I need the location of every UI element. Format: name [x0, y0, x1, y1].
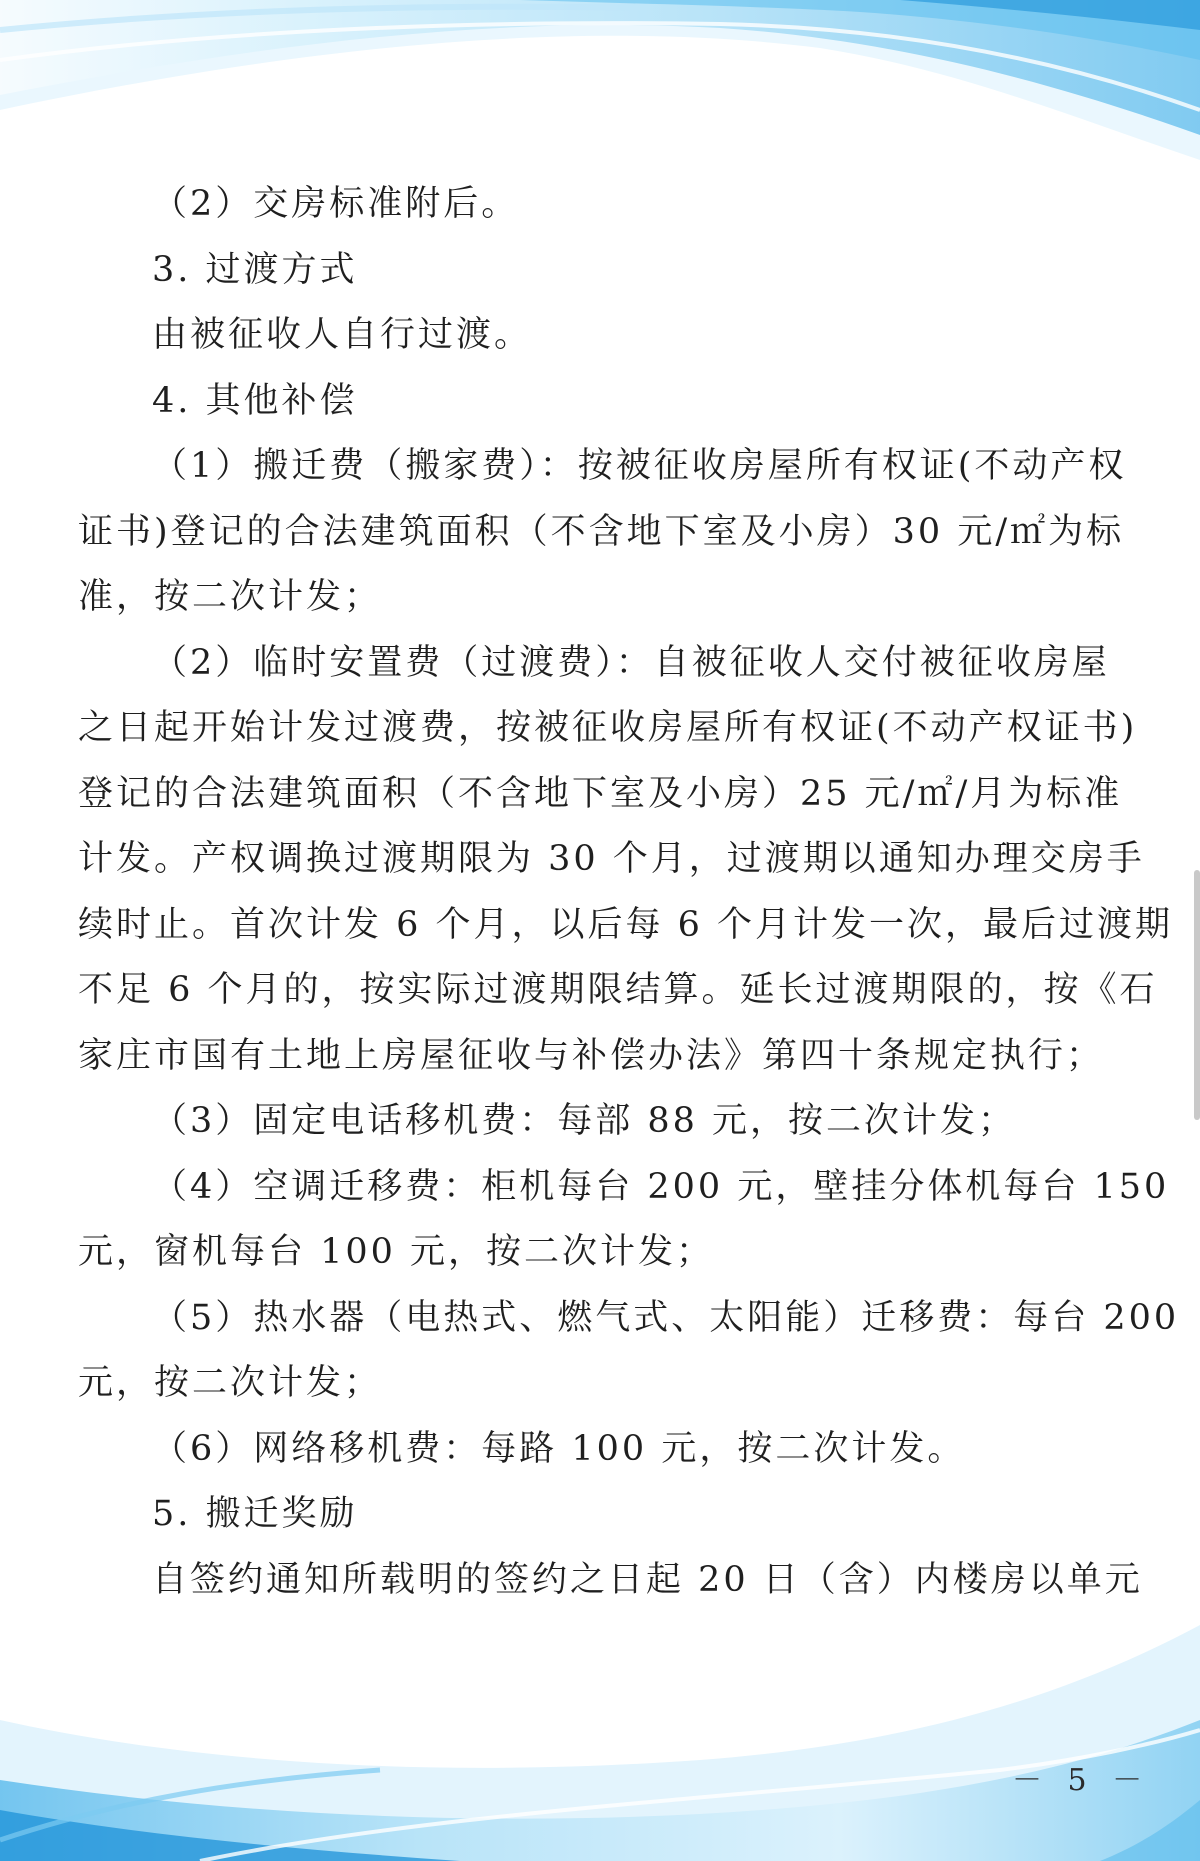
section-item-delivery-standard: （2）交房标准附后。	[152, 184, 520, 224]
bottom-wave-band	[0, 1625, 1200, 1861]
heading-transition-method: 3. 过渡方式	[152, 249, 358, 290]
paragraph-line: 家庄市国有土地上房屋征收与补偿办法》第四十条规定执行；	[78, 1035, 1105, 1076]
paragraph-line: 之日起开始计发过渡费，按被征收房屋所有权证(不动产权证书)	[78, 708, 1138, 748]
page-number: － 5 －	[1012, 1763, 1151, 1798]
top-wave-band	[0, 0, 1200, 160]
scrollbar-thumb[interactable]	[1194, 870, 1200, 1120]
paragraph-line: 元，按二次计发；	[78, 1363, 383, 1403]
heading-relocation-reward: 5. 搬迁奖励	[152, 1494, 358, 1534]
paragraph-transition: 由被征收人自行过渡。	[152, 315, 533, 355]
paragraph-line: （6）网络移机费：每路 100 元，按二次计发。	[152, 1428, 966, 1469]
paragraph-line: 自签约通知所载明的签约之日起 20 日（含）内楼房以单元	[152, 1559, 1143, 1600]
paragraph-line: 计发。产权调换过渡期限为 30 个月，过渡期以通知办理交房手	[78, 839, 1145, 879]
document-body	[78, 172, 1180, 1613]
paragraph-line: 登记的合法建筑面积（不含地下室及小房）25 元/㎡/月为标准	[78, 773, 1123, 814]
paragraph-line: 续时止。首次计发 6 个月，以后每 6 个月计发一次，最后过渡期	[78, 904, 1174, 945]
paragraph-line: 不足 6 个月的，按实际过渡期限结算。延长过渡期限的，按《石	[78, 970, 1158, 1010]
paragraph-line: （2）临时安置费（过渡费）：自被征收人交付被征收房屋	[152, 642, 1110, 683]
paragraph-line: 证书)登记的合法建筑面积（不含地下室及小房）30 元/㎡为标	[78, 511, 1125, 552]
paragraph-line: （4）空调迁移费：柜机每台 200 元，壁挂分体机每台 150	[152, 1166, 1170, 1207]
paragraph-line: （1）搬迁费（搬家费）：按被征收房屋所有权证(不动产权	[152, 446, 1127, 486]
heading-other-compensation: 4. 其他补偿	[152, 380, 358, 421]
paragraph-line: 元，窗机每台 100 元，按二次计发；	[78, 1232, 715, 1272]
paragraph-line: （3）固定电话移机费：每部 88 元，按二次计发；	[152, 1101, 1017, 1141]
paragraph-line: 准，按二次计发；	[78, 577, 383, 617]
paragraph-line: （5）热水器（电热式、燃气式、太阳能）迁移费：每台 200	[152, 1297, 1180, 1338]
